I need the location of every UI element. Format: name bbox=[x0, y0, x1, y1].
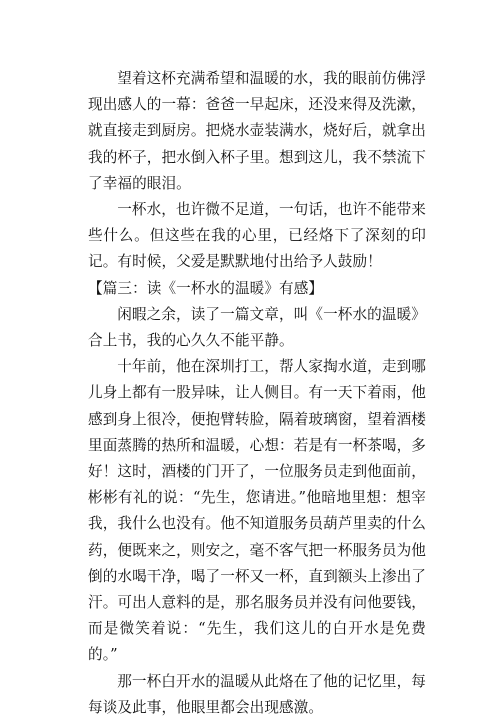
paragraph-5: 那一杯白开水的温暖从此烙在了他的记忆里，每每谈及此事，他眼里都会出现感激。 bbox=[88, 672, 426, 716]
section-heading: 【篇三：读《一杯水的温暖》有感】 bbox=[88, 279, 324, 297]
paragraph-4: 十年前，他在深圳打工，帮人家掏水道，走到哪儿身上都有一股异味，让人侧目。有一天下着雨，他感到身上很冷，便抱臂转脸，隔着玻璃窗，望着酒楼里面蒸腾的热所和温暖，心想：若是有一杯茶喝，多好！这时，酒楼的门开了，一位服务员走到他面前，彬彬有礼的说：“先生，您请进。”他暗地里想：想宰我，我什么也没有。他不知道服务员葫芦里卖的什么药，便既来之，则安之，毫不客气把一杯服务员为他倒的水喝干净，喝了一杯又一杯，直到额头上渗出了汗。可出人意料的是，那名服务员并没有问他要钱，而是微笑着说：“先生，我们这儿的白开水是免费的。” bbox=[88, 358, 426, 664]
paragraph-2: 一杯水，也许微不足道，一句话，也许不能带来些什么。但这些在我的心里，已经烙下了深刻的印记。有时候，父爱是默默地付出给予人鼓励！ bbox=[88, 201, 426, 271]
article-body bbox=[88, 66, 426, 721]
paragraph-3: 闲暇之余，读了一篇文章，叫《一杯水的温暖》合上书，我的心久久不能平静。 bbox=[88, 305, 426, 350]
paragraph-1: 望着这杯充满希望和温暖的水，我的眼前仿佛浮现出感人的一幕：爸爸一早起床，还没来得及洗漱，就直接走到厨房。把烧水壶装满水，烧好后，就拿出我的杯子，把水倒入杯子里。想到这儿，我不禁流下了幸福的眼泪。 bbox=[88, 70, 426, 192]
